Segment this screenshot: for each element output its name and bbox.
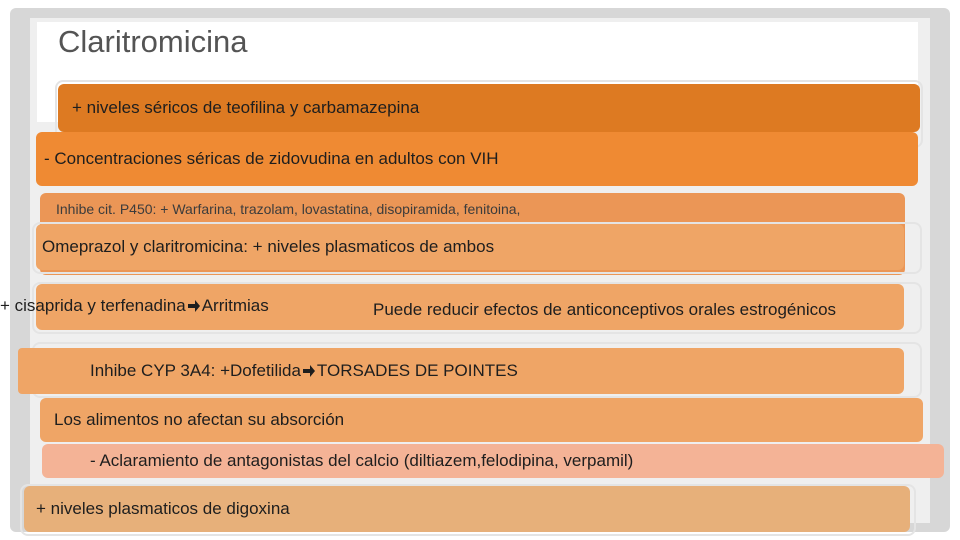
- slide-title: Claritromicina: [58, 24, 248, 59]
- zidovudina-bar: [36, 132, 918, 186]
- zidovudina-text: - Concentraciones séricas de zidovudina en adultos con VIH: [44, 149, 499, 168]
- torsades-text: TORSADES DE POINTES: [316, 361, 518, 380]
- anticonceptivos-text: Puede reducir efectos de anticonceptivos orales estrogénicos: [373, 300, 837, 319]
- cisaprida-text-row: [0, 292, 269, 320]
- right-arrow-icon: [302, 364, 316, 378]
- alimentos-text: Los alimentos no afectan su absorción: [54, 410, 345, 429]
- teofilina-text: + niveles séricos de teofilina y carbamazepina: [72, 98, 420, 117]
- teofilina-bar: [58, 84, 920, 132]
- calcio-text: - Aclaramiento de antagonistas del calcio (diltiazem,felodipina, verpamil): [90, 451, 634, 470]
- alimentos-bar: [40, 398, 923, 442]
- omeprazol-text: Omeprazol y claritromicina: + niveles plasmaticos de ambos: [42, 237, 495, 256]
- calcio-bar: [42, 444, 944, 478]
- p450-text: Inhibe cit. P450: + Warfarina, trazolam, lovastatina, disopiramida, fenitoina,: [56, 201, 521, 217]
- cisaprida-text: + cisaprida y terfenadina: [0, 296, 186, 315]
- anticonceptivos-text-row: [373, 296, 836, 324]
- digoxina-text: + niveles plasmaticos de digoxina: [36, 499, 290, 518]
- cyp3a4-text: Inhibe CYP 3A4: +Dofetilida: [90, 361, 301, 380]
- omeprazol-bar: [36, 224, 904, 270]
- right-arrow-icon: [187, 299, 201, 313]
- arritmias-text: Arritmias: [201, 296, 269, 315]
- digoxina-bar: [24, 486, 910, 532]
- cyp3a4-bar: [36, 348, 904, 394]
